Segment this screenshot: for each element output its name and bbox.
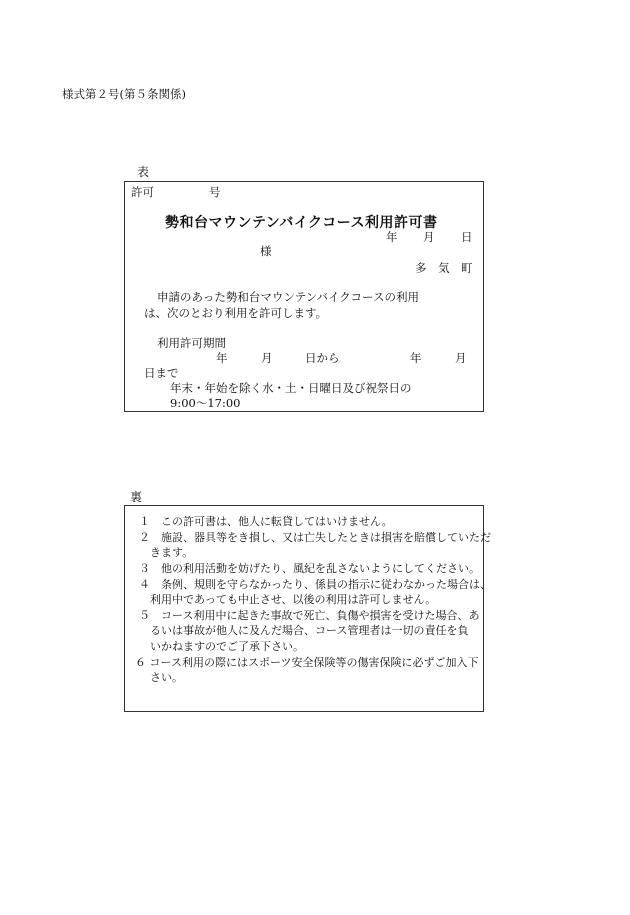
date-day: 日 bbox=[461, 230, 473, 244]
period-day-from: 日から bbox=[305, 351, 340, 365]
rule-line: ２ 施設、器具等をき損し、又は亡失したときは損害を賠償していただ bbox=[139, 531, 491, 544]
period-month-2: 月 bbox=[455, 351, 467, 365]
front-section-label: 表 bbox=[137, 165, 150, 179]
exclusion-note: 年末・年始を除く水・土・日曜日及び祝祭日の bbox=[170, 381, 412, 395]
period-year-2: 年 bbox=[410, 351, 422, 365]
permit-number-label: 号 bbox=[209, 185, 221, 199]
rule-line: ３ 他の利用活動を妨げたり、風紀を乱さないようにしてください。 bbox=[139, 562, 480, 575]
permit-back-box bbox=[124, 505, 491, 712]
rule-line: ６ コース利用の際にはスポーツ安全保険等の傷害保険に必ずご加入下 bbox=[135, 656, 479, 669]
date-year: 年 bbox=[386, 230, 398, 244]
back-section-label: 裏 bbox=[130, 490, 143, 504]
period-year-1: 年 bbox=[216, 351, 228, 365]
rule-line: 利用中であっても中止させ、以後の利用は許可しません。 bbox=[139, 593, 437, 606]
body-line-2: は、次のとおり利用を許可します。 bbox=[144, 306, 328, 320]
rule-line: さい。 bbox=[139, 671, 183, 684]
rule-line: ５ コース利用中に起きた事故で死亡、負傷や損害を受けた場合、あ bbox=[139, 609, 480, 622]
permit-label: 許可 bbox=[131, 185, 154, 199]
rule-line: ４ 条例、規則を守らなかったり、係員の指示に従わなかった場合は、 bbox=[139, 578, 491, 591]
period-until: 日まで bbox=[144, 366, 179, 380]
period-month-1: 月 bbox=[261, 351, 273, 365]
issuer: 多 気 町 bbox=[415, 261, 473, 275]
rule-line: いかねますのでご了承下さい。 bbox=[139, 640, 304, 653]
form-number: 様式第２号(第５条関係) bbox=[62, 87, 186, 101]
rule-line: るいは事故が他人に及んだ場合、コース管理者は一切の責任を負 bbox=[139, 624, 469, 637]
permit-title: 勢和台マウンテンバイクコース利用許可書 bbox=[165, 215, 438, 231]
permit-front-box bbox=[124, 181, 484, 412]
opening-hours: 9:00～17:00 bbox=[170, 396, 241, 410]
date-month: 月 bbox=[423, 230, 435, 244]
rule-line: きます。 bbox=[139, 546, 194, 559]
body-line-1: 申請のあった勢和台マウンテンバイクコースの利用 bbox=[157, 290, 419, 304]
rule-line: １ この許可書は、他人に転貸してはいけません。 bbox=[139, 515, 393, 528]
period-label: 利用許可期間 bbox=[157, 336, 226, 350]
addressee-suffix: 様 bbox=[260, 244, 272, 258]
